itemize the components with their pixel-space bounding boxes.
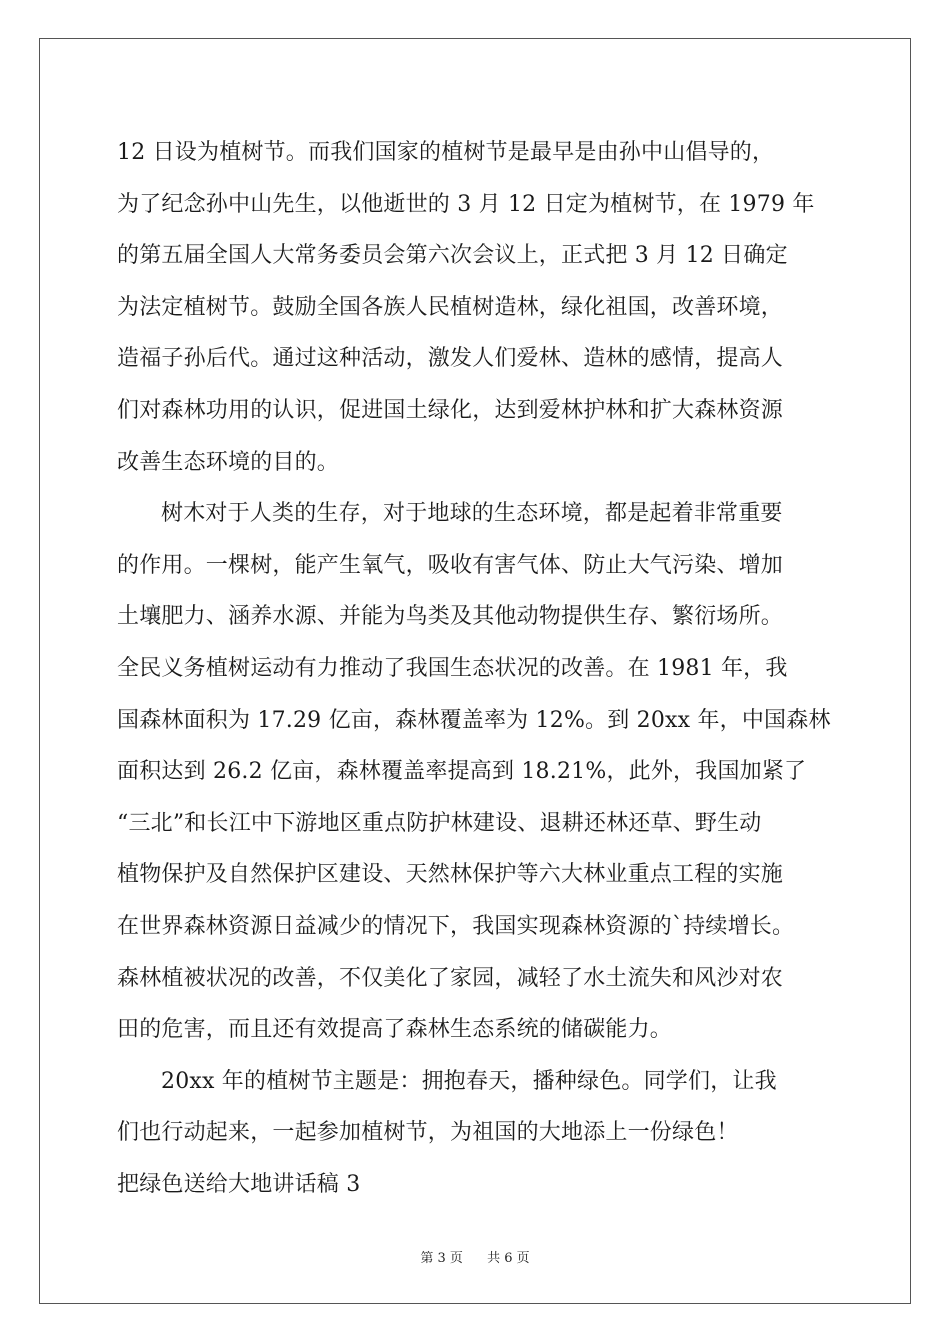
text-line: 森林植被状况的改善，不仅美化了家园，减轻了水土流失和风沙对农 (117, 965, 784, 991)
text-line: 土壤肥力、涵养水源、并能为鸟类及其他动物提供生存、繁衍场所。 (117, 604, 784, 630)
text-line: 国森林面积为 17.29 亿亩，森林覆盖率为 12%。到 20xx 年，中国森林 (117, 707, 831, 733)
page-number-total: 共 6 页 (487, 1251, 530, 1266)
text-line: 的第五届全国人大常务委员会第六次会议上，正式把 3 月 12 日确定 (117, 243, 788, 269)
text-line: 们对森林功用的认识，促进国土绿化，达到爱林护林和扩大森林资源 (117, 397, 784, 423)
document-body (117, 127, 847, 1210)
text-line: 改善生态环境的目的。 (117, 449, 340, 475)
text-line: 面积达到 26.2 亿亩，森林覆盖率提高到 18.21%，此外，我国加紧了 (117, 759, 807, 785)
paragraph-start-line: 树木对于人类的生存，对于地球的生态环境，都是起着非常重要 (161, 501, 783, 527)
text-line: 田的危害，而且还有效提高了森林生态系统的储碳能力。 (117, 1017, 673, 1043)
text-line: 为法定植树节。鼓励全国各族人民植树造林，绿化祖国，改善环境， (117, 294, 784, 320)
section-heading: 把绿色送给大地讲话稿 3 (117, 1171, 361, 1197)
text-line: 植物保护及自然保护区建设、天然林保护等六大林业重点工程的实施 (117, 862, 784, 888)
text-line: 全民义务植树运动有力推动了我国生态状况的改善。在 1981 年，我 (117, 655, 788, 681)
text-line: 在世界森林资源日益减少的情况下，我国实现森林资源的`持续增长。 (117, 913, 795, 939)
page-footer (0, 1247, 950, 1266)
text-line: 造福子孙后代。通过这种活动，激发人们爱林、造林的感情，提高人 (117, 346, 784, 372)
paragraph-start-line: 20xx 年的植树节主题是：拥抱春天，播种绿色。同学们，让我 (161, 1068, 777, 1094)
text-line: “三北”和长江中下游地区重点防护林建设、退耕还林还草、野生动 (117, 810, 762, 836)
text-line: 为了纪念孙中山先生，以他逝世的 3 月 12 日定为植树节，在 1979 年 (117, 191, 815, 217)
page-number-current: 第 3 页 (420, 1251, 463, 1266)
text-line: 们也行动起来，一起参加植树节，为祖国的大地添上一份绿色！ (117, 1120, 739, 1146)
text-line: 的作用。一棵树，能产生氧气，吸收有害气体、防止大气污染、增加 (117, 552, 784, 578)
text-line: 12 日设为植树节。而我们国家的植树节是最早是由孙中山倡导的， (117, 140, 775, 165)
